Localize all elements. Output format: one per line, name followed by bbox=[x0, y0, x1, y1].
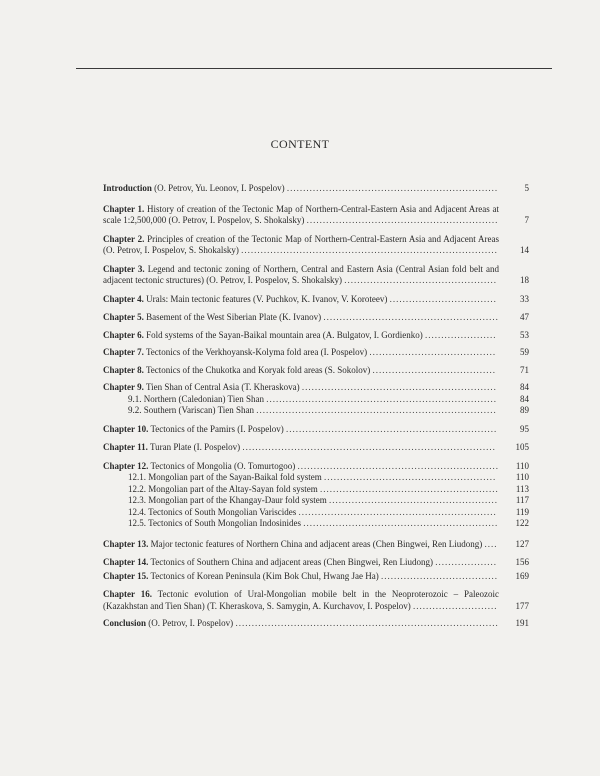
toc-entry-label: Chapter 16. bbox=[103, 589, 152, 599]
dot-leader: .......................... bbox=[412, 600, 498, 611]
toc-entry-label: Chapter 10. bbox=[103, 423, 149, 434]
toc-entry-label: Introduction bbox=[103, 183, 152, 193]
toc-page-number: 84 bbox=[520, 382, 529, 392]
toc-subentry[interactable] bbox=[103, 472, 529, 484]
dot-leader: ....................................................... bbox=[319, 483, 499, 494]
toc-entry-text: Fold systems of the Sayan-Baikal mountain area (A. Bulgatov, I. Gordienko) bbox=[146, 329, 423, 340]
toc-entry-label: Chapter 8. bbox=[103, 364, 144, 375]
dot-leader: ..................................................... bbox=[323, 472, 497, 482]
dot-leader: ............................................................. bbox=[298, 506, 497, 517]
toc-entry-text: Tectonics of Southern China and adjacent areas (Chen Bingwei, Ren Liudong) bbox=[150, 557, 433, 567]
toc-entry-label: Chapter 14. bbox=[103, 557, 149, 567]
toc-page-number: 18 bbox=[520, 275, 529, 285]
toc-subentry[interactable] bbox=[103, 484, 529, 496]
toc-entry[interactable] bbox=[103, 539, 529, 551]
toc-entry-text: Urals: Main tectonic features (V. Puchkov, K. Ivanov, V. Koroteev) bbox=[146, 293, 388, 304]
toc-entry[interactable] bbox=[103, 312, 529, 324]
dot-leader: ................... bbox=[435, 557, 497, 567]
toc-entry[interactable] bbox=[103, 461, 529, 473]
toc-entry-text: Tectonics of Mongolia (O. Tomurtogoo) bbox=[150, 460, 296, 471]
toc-entry-label: Chapter 15. bbox=[103, 570, 149, 581]
toc-entry[interactable] bbox=[103, 204, 529, 227]
dot-leader: .................................................... bbox=[328, 495, 498, 505]
toc-page-number: 84 bbox=[520, 393, 529, 404]
toc-subentry[interactable] bbox=[103, 394, 529, 406]
toc-entry-text: Tectonics of the Pamirs (I. Pospelov) bbox=[150, 423, 284, 434]
toc-page-number: 169 bbox=[515, 570, 529, 581]
toc-entry[interactable] bbox=[103, 365, 529, 377]
toc-subentry[interactable] bbox=[103, 518, 529, 530]
toc-page-number: 110 bbox=[515, 460, 529, 471]
toc-entry-label: Chapter 2. bbox=[103, 233, 145, 244]
table-of-contents bbox=[103, 183, 529, 630]
dot-leader: ...................................................... bbox=[323, 312, 499, 322]
toc-entry[interactable] bbox=[103, 618, 529, 630]
toc-entry[interactable] bbox=[103, 589, 529, 612]
dot-leader: ............................................................ bbox=[301, 382, 497, 392]
toc-entry-text: 12.3. Mongolian part of the Khangay-Daur fold system bbox=[128, 495, 327, 505]
toc-entry-label: Chapter 5. bbox=[103, 312, 144, 322]
toc-page-number: 191 bbox=[515, 618, 529, 628]
dot-leader: ........................................................... bbox=[306, 215, 499, 225]
toc-entry[interactable] bbox=[103, 330, 529, 342]
toc-entry-text: 12.4. Tectonics of South Mongolian Variscides bbox=[128, 506, 297, 517]
toc-subentry[interactable] bbox=[103, 495, 529, 507]
dot-leader: ....................................................................... bbox=[266, 393, 497, 404]
toc-subentry[interactable] bbox=[103, 405, 529, 417]
dot-leader: ................................................................................. bbox=[235, 618, 499, 628]
toc-page-number: 5 bbox=[524, 183, 529, 193]
toc-entry[interactable] bbox=[103, 382, 529, 394]
toc-entry-text: 12.5. Tectonics of South Mongolian Indosinides bbox=[128, 518, 301, 528]
toc-entry[interactable] bbox=[103, 264, 529, 287]
toc-entry-text: Tien Shan of Central Asia (T. Kheraskova) bbox=[145, 382, 300, 392]
toc-page-number: 7 bbox=[524, 215, 529, 225]
toc-entry-label: Chapter 4. bbox=[103, 293, 144, 304]
dot-leader: ...................................... bbox=[372, 364, 497, 375]
dot-leader: ............................................... bbox=[344, 275, 498, 285]
toc-entry-text: Tectonics of Korean Peninsula (Kim Bok Chul, Hwang Jae Ha) bbox=[150, 570, 379, 581]
toc-entry-text: 9.2. Southern (Variscan) Tien Shan bbox=[128, 405, 254, 415]
toc-entry-text: Major tectonic features of Northern China and adjacent areas (Chen Bingwei, Ren Liudong) bbox=[150, 538, 483, 549]
dot-leader: .... bbox=[484, 538, 498, 549]
toc-page-number: 89 bbox=[520, 405, 529, 415]
toc-entry[interactable] bbox=[103, 183, 529, 195]
toc-page-number: 105 bbox=[515, 442, 529, 452]
dot-leader: ................................................................. bbox=[286, 423, 498, 434]
toc-entry[interactable] bbox=[103, 294, 529, 306]
dot-leader: .......................................................................... bbox=[256, 405, 497, 415]
toc-page-number: 53 bbox=[520, 329, 529, 340]
toc-entry-text: (O. Petrov, I. Pospelov) bbox=[148, 618, 234, 628]
toc-entry-label: Chapter 3. bbox=[103, 263, 145, 274]
toc-page-number: 113 bbox=[515, 483, 529, 494]
toc-entry-text: (O. Petrov, Yu. Leonov, I. Pospelov) bbox=[154, 183, 285, 193]
toc-entry-text: 12.1. Mongolian part of the Sayan-Baikal fold system bbox=[128, 472, 322, 482]
toc-entry-text: Tectonics of the Chukotka and Koryak fold areas (S. Sokolov) bbox=[145, 364, 371, 375]
toc-entry-label: Chapter 7. bbox=[103, 347, 144, 357]
toc-page-number: 119 bbox=[515, 506, 529, 517]
dot-leader: ............................................................................... bbox=[241, 245, 498, 255]
dot-leader: ............................................................ bbox=[303, 518, 499, 528]
toc-page-number: 33 bbox=[520, 293, 529, 304]
toc-entry[interactable] bbox=[103, 347, 529, 359]
toc-entry[interactable] bbox=[103, 424, 529, 436]
toc-entry[interactable] bbox=[103, 557, 529, 569]
toc-entry-label: Chapter 9. bbox=[103, 382, 144, 392]
toc-page-number: 59 bbox=[520, 347, 529, 357]
dot-leader: ...................... bbox=[424, 329, 497, 340]
dot-leader: .................................... bbox=[381, 570, 499, 581]
toc-entry-text: 12.2. Mongolian part of the Altay-Sayan fold system bbox=[128, 483, 318, 494]
toc-page-number: 71 bbox=[520, 364, 529, 375]
toc-page-number: 156 bbox=[515, 557, 529, 567]
toc-page-number: 14 bbox=[520, 245, 529, 255]
dot-leader: ................................................................. bbox=[286, 183, 499, 193]
page-title: CONTENT bbox=[270, 137, 330, 151]
toc-subentry[interactable] bbox=[103, 507, 529, 519]
toc-entry-label: Chapter 12. bbox=[103, 460, 149, 471]
toc-entry-label: Chapter 13. bbox=[103, 538, 149, 549]
dot-leader: ....................................... bbox=[369, 347, 497, 357]
toc-entry-label: Chapter 6. bbox=[103, 329, 144, 340]
toc-page-number: 177 bbox=[515, 600, 529, 611]
toc-entry-text: 9.1. Northern (Caledonian) Tien Shan bbox=[128, 393, 264, 404]
toc-entry-text: Principles of creation of the Tectonic Map of Northern-Central-Eastern Asia and Adjacent Areas (O. Petrov, I. Pospelov, S. Shokalsky) bbox=[103, 233, 500, 255]
toc-entry-label: Conclusion bbox=[103, 618, 147, 628]
toc-entry-text: History of creation of the Tectonic Map of Northern-Central-Eastern Asia and Adjacent Areas at scale 1:2,500,000 (O. Petrov, I. Pospelov, S. Shokalsky) bbox=[103, 203, 500, 225]
header-rule bbox=[76, 68, 552, 69]
dot-leader: .............................................................................. bbox=[242, 442, 496, 452]
toc-entry-label: Chapter 11. bbox=[103, 442, 148, 452]
toc-entry[interactable] bbox=[103, 234, 529, 257]
toc-page-number: 95 bbox=[520, 423, 529, 434]
toc-page-number: 47 bbox=[520, 312, 529, 322]
toc-page-number: 127 bbox=[515, 538, 529, 549]
toc-entry[interactable] bbox=[103, 442, 529, 454]
toc-entry-text: Basement of the West Siberian Plate (K. Ivanov) bbox=[146, 312, 322, 322]
toc-page-number: 122 bbox=[515, 518, 529, 528]
toc-entry-text: Tectonic evolution of Ural-Mongolian mobile belt in the Neoproterozoic – Paleozoic (Kazakhstan and Tien Shan) (T. Kheraskova, S. Samygin, A. Kurchavov, I. Pospelov) bbox=[103, 589, 500, 611]
toc-page-number: 110 bbox=[515, 472, 529, 482]
toc-entry-text: Turan Plate (I. Pospelov) bbox=[149, 442, 241, 452]
toc-entry-text: Tectonics of the Verkhoyansk-Kolyma fold area (I. Pospelov) bbox=[145, 347, 368, 357]
toc-entry-text: Legend and tectonic zoning of Northern, Central and Eastern Asia (Central Asian fold belt and adjacent tectonic structures) (O. Petrov, I. Pospelov, S. Shokalsky) bbox=[103, 263, 499, 285]
dot-leader: ................................. bbox=[389, 293, 497, 304]
dot-leader: .............................................................. bbox=[297, 460, 499, 471]
toc-entry[interactable] bbox=[103, 571, 529, 583]
toc-page-number: 117 bbox=[515, 495, 529, 505]
toc-entry-label: Chapter 1. bbox=[103, 203, 145, 214]
